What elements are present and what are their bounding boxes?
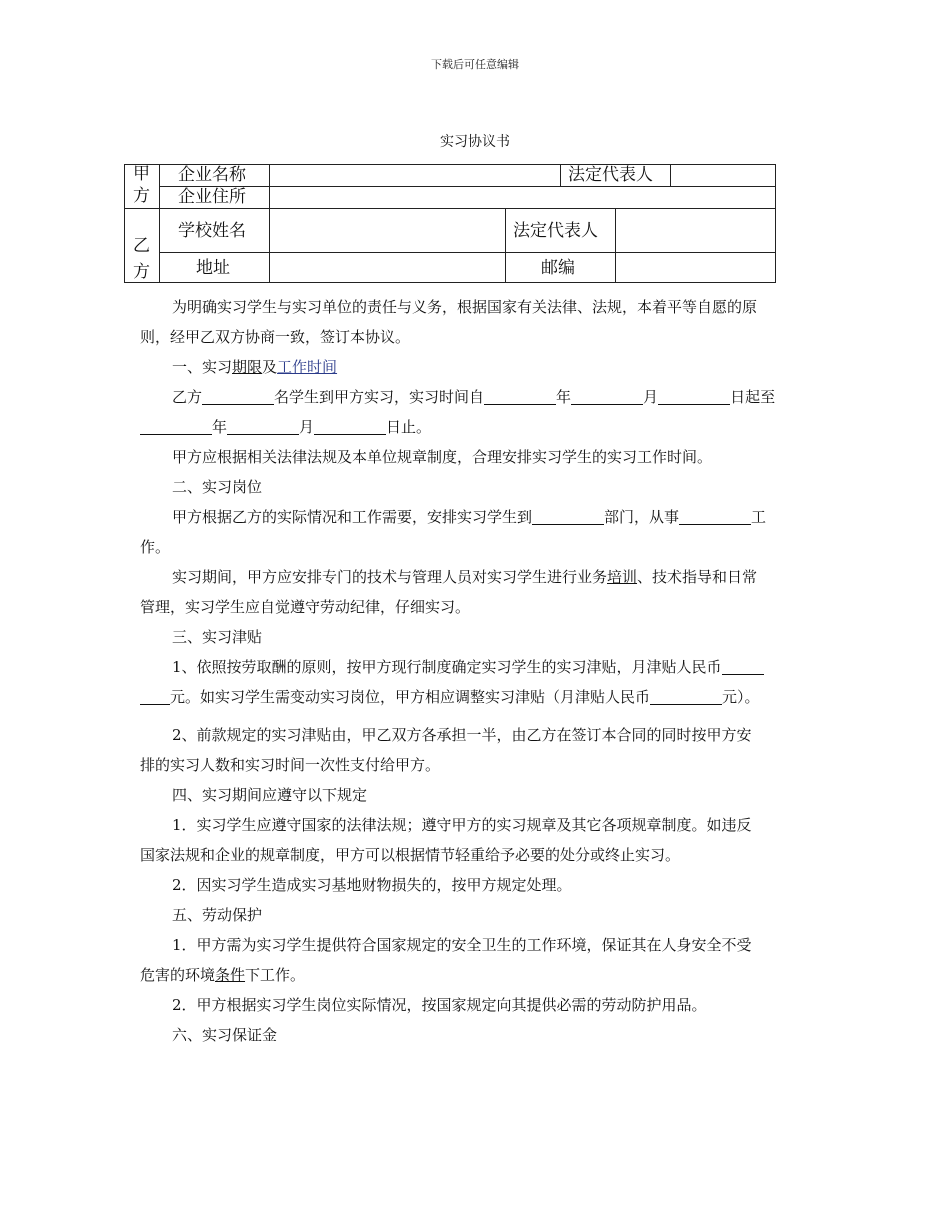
text: 危害的环境 (140, 966, 216, 984)
text: 甲方根据乙方的实际情况和工作需要，安排实习学生到 (172, 508, 533, 526)
blank-end-day (314, 418, 386, 435)
condition-link[interactable]: 条件 (215, 966, 246, 984)
worktime-link[interactable]: 工作时间 (277, 358, 338, 376)
text: 元。如实习学生需变动实习岗位，甲方相应调整实习津贴（月津贴人民币 (170, 688, 651, 706)
legal-rep-a-label: 法定代表人 (568, 165, 653, 185)
blank-allowance-2 (650, 688, 722, 705)
table-rule (560, 164, 561, 187)
text: 、技术指导和日常 (637, 568, 758, 586)
company-address-label: 企业住所 (178, 187, 246, 207)
text: 乙方 (172, 388, 203, 406)
table-border-right (775, 164, 776, 283)
company-name-label: 企业名称 (178, 165, 246, 185)
section-5-heading: 五、劳动保护 (172, 906, 263, 924)
party-b-char-2: 方 (133, 262, 150, 282)
section-5-para-1: 1．甲方需为实习学生提供符合国家规定的安全卫生的工作环境，保证其在人身安全不受 (172, 936, 752, 954)
section-5-para-1-cont (140, 960, 812, 990)
intro-line-1: 为明确实习学生与实习单位的责任与义务，根据国家有关法律、法规，本着平等自愿的原 (172, 298, 758, 316)
table-rule (615, 208, 616, 283)
table-rule (159, 252, 776, 253)
section-1-heading (140, 352, 812, 382)
page-header-note: 下载后可任意编辑 (431, 58, 519, 71)
section-1-and: 及 (262, 358, 278, 376)
legal-rep-b-label: 法定代表人 (513, 221, 598, 241)
table-rule (159, 186, 776, 187)
section-3-para-2-cont: 排的实习人数和实习时间一次性支付给甲方。 (140, 756, 441, 774)
section-2-para-1-cont: 作。 (140, 538, 171, 556)
section-3-para-1 (140, 652, 812, 682)
section-2-para-1 (140, 502, 812, 532)
party-b-label (133, 236, 150, 282)
blank-end-month (227, 418, 299, 435)
table-rule (124, 208, 776, 209)
section-2-para-2 (140, 562, 812, 592)
text: 下工作。 (245, 966, 306, 984)
text: 年 (212, 418, 228, 436)
table-border-left (124, 164, 125, 283)
table-border-bottom (124, 282, 776, 283)
text: 名学生到甲方实习，实习时间自 (274, 388, 485, 406)
text: 月 (643, 388, 659, 406)
text: 工 (751, 508, 767, 526)
blank-allowance-1a (722, 658, 764, 675)
party-b-char-1: 乙 (133, 236, 150, 256)
intro-line-2: 则，经甲乙双方协商一致，签订本协议。 (140, 328, 411, 346)
text: 元）。 (722, 688, 760, 706)
text: 日止。 (386, 418, 432, 436)
table-rule (269, 164, 270, 283)
section-2-heading: 二、实习岗位 (172, 478, 263, 496)
party-a-char-1: 甲 (133, 164, 150, 184)
blank-start-year (484, 388, 556, 405)
section-1-para-1-cont (140, 412, 812, 442)
section-4-para-1: 1．实习学生应遵守国家的法律法规；遵守甲方的实习规章及其它各项规章制度。如违反 (172, 816, 752, 834)
party-a-label (133, 164, 150, 206)
section-3-para-1-cont (140, 682, 812, 712)
table-rule (159, 164, 160, 283)
text: 实习期间，甲方应安排专门的技术与管理人员对实习学生进行业务 (172, 568, 608, 586)
address-label: 地址 (196, 258, 230, 278)
section-6-heading: 六、实习保证金 (172, 1026, 278, 1044)
text: 1、依照按劳取酬的原则，按甲方现行制度确定实习学生的实习津贴，月津贴人民币 (172, 658, 722, 676)
section-3-heading: 三、实习津贴 (172, 628, 263, 646)
text: 日起至 (730, 388, 776, 406)
party-info-table (124, 164, 776, 283)
table-rule (505, 208, 506, 283)
section-5-para-2: 2．甲方根据实习学生岗位实际情况，按国家规定向其提供必需的劳动防护用品。 (172, 996, 707, 1014)
text: 月 (299, 418, 315, 436)
agreement-body (140, 292, 812, 1050)
section-2-para-2-cont: 管理，实习学生应自觉遵守劳动纪律，仔细实习。 (140, 598, 471, 616)
postcode-label: 邮编 (541, 258, 575, 278)
blank-start-day (658, 388, 730, 405)
blank-department (532, 508, 604, 525)
table-rule (670, 164, 671, 187)
blank-end-year (140, 418, 212, 435)
section-1-prefix: 一、实习 (172, 358, 233, 376)
section-1-para-2: 甲方应根据相关法律法规及本单位规章制度，合理安排实习学生的实习工作时间。 (172, 448, 713, 466)
training-link[interactable]: 培训 (607, 568, 638, 586)
text: 部门，从事 (604, 508, 680, 526)
section-4-para-1-cont: 国家法规和企业的规章制度，甲方可以根据情节轻重给予必要的处分或终止实习。 (140, 846, 681, 864)
term-link[interactable]: 期限 (232, 358, 263, 376)
school-name-label: 学校姓名 (178, 221, 246, 241)
party-a-char-2: 方 (133, 186, 150, 206)
blank-job (679, 508, 751, 525)
section-3-para-2: 2、前款规定的实习津贴由，甲乙双方各承担一半，由乙方在签订本合同的同时按甲方安 (172, 726, 752, 744)
text: 年 (556, 388, 572, 406)
blank-start-month (571, 388, 643, 405)
section-1-para-1 (140, 382, 812, 412)
section-4-para-2: 2．因实习学生造成实习基地财物损失的，按甲方规定处理。 (172, 876, 572, 894)
blank-student-count (202, 388, 274, 405)
blank-allowance-1b (140, 688, 170, 705)
section-4-heading: 四、实习期间应遵守以下规定 (172, 786, 368, 804)
document-title: 实习协议书 (440, 134, 510, 150)
